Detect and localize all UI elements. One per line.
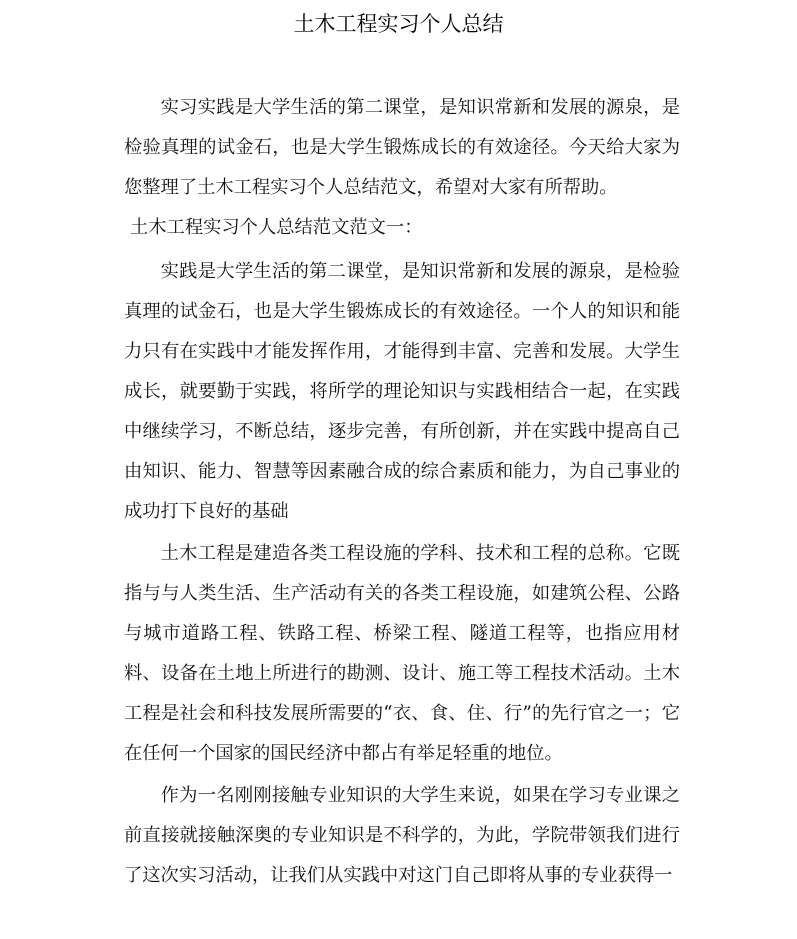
document-title: 土木工程实习个人总结 <box>293 12 504 36</box>
section-subheading: 土木工程实习个人总结范文范文一： <box>130 217 423 238</box>
body-paragraph-practice: 实践是大学生活的第二课堂，是知识常新和发展的源泉，是检验真理的试金石，也是大学生锻炼成长的有效途径。一个人的知识和能力只有在实践中才能发挥作用，才能得到丰富、完善和发展。大学生成长，就要勤于实践，将所学的理论知识与实践相结合一起，在实践中继续学习，不断总结，逐步完善，有所创新，并在实践中提高自己由知识、能力、智慧等因素融合成的综合素质和能力，为自己事业的成功打下良好的基础 <box>124 261 680 522</box>
body-paragraph-civil-engineering: 土木工程是建造各类工程设施的学科、技术和工程的总称。它既指与与人类生活、生产活动有关的各类工程设施，如建筑公程、公路与城市道路工程、铁路工程、桥梁工程、隧道工程等，也指应用材料、设备在土地上所进行的勘测、设计、施工等工程技术活动。土木工程是社会和科技发展所需要的“衣、食、住、行”的先行官之一；它在任何一个国家的国民经济中都占有举足轻重的地位。 <box>124 543 680 764</box>
intro-paragraph: 实习实践是大学生活的第二课堂，是知识常新和发展的源泉，是检验真理的试金石，也是大学生锻炼成长的有效途径。今天给大家为您整理了土木工程实习个人总结范文，希望对大家有所帮助。 <box>124 97 680 198</box>
document-body <box>124 88 680 896</box>
body-paragraph-internship: 作为一名刚刚接触专业知识的大学生来说，如果在学习专业课之前直接就接触深奥的专业知识是不科学的，为此，学院带领我们进行了这次实习活动，让我们从实践中对这门自己即将从事的专业获得一 <box>124 785 680 886</box>
